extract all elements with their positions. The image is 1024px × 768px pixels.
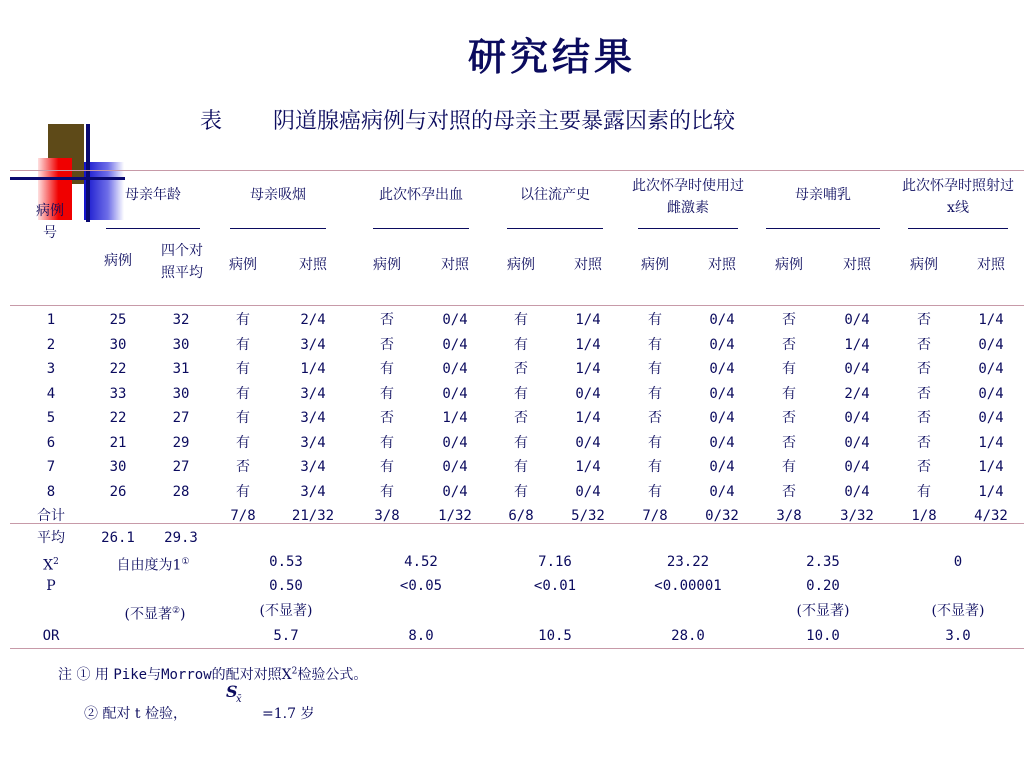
table-cell: 1/4 [978, 459, 1004, 475]
table-cell: 1/8 [911, 508, 937, 524]
table-cell: 有 [236, 410, 250, 426]
table-cell: 5 [46, 410, 56, 426]
table-cell: 1/4 [978, 312, 1004, 328]
table-cell: 3/4 [300, 483, 326, 500]
table-cell: 3/32 [840, 508, 874, 524]
table-cell: 否 [514, 361, 528, 377]
table-cell: 有 [236, 336, 250, 353]
header-sub-case-2: 病例 [229, 257, 257, 273]
table-cell: 0/4 [709, 312, 735, 328]
mean-label: 平均 [37, 530, 65, 546]
table-cell: 1/4 [575, 336, 601, 353]
table-cell: 0/4 [709, 361, 735, 377]
table-cell: 有 [514, 385, 528, 402]
table-cell: 0/4 [442, 312, 468, 328]
table-cell: 1/4 [300, 361, 326, 377]
table-cell: 0/4 [978, 385, 1004, 402]
table-cell: 有 [648, 385, 662, 402]
table-cell: 0/4 [978, 410, 1004, 426]
table-cell: 27 [172, 410, 190, 426]
p-label: P [46, 578, 56, 594]
footnote-2-prefix: ② 配对 t 检验， [84, 706, 187, 722]
table-cell: 否 [782, 312, 796, 328]
table-cell: 7/8 [642, 508, 668, 524]
chi-square-letter: X [43, 557, 54, 574]
table-cell: 1/4 [575, 410, 601, 426]
p-value: <0.00001 [654, 578, 722, 594]
chi-square-value: 4.52 [404, 554, 438, 570]
header-sub-case-7: 病例 [910, 257, 938, 273]
table-cell: 否 [782, 483, 796, 500]
table-cell: 7/8 [230, 508, 256, 524]
sx-symbol: S [226, 682, 238, 701]
table-cell: 否 [514, 410, 528, 426]
table-cell: 合计 [37, 508, 65, 524]
table-cell: 0/4 [709, 434, 735, 451]
header-group-5: 此次怀孕时使用过雌激素 [632, 178, 744, 216]
table-cell: 30 [172, 336, 190, 353]
table-cell: 0/4 [709, 385, 735, 402]
table-cell: 否 [917, 434, 931, 451]
table-cell: 1/4 [575, 459, 601, 475]
table-cell: 2/4 [300, 312, 326, 328]
table-cell: 否 [380, 336, 394, 353]
or-value: 3.0 [945, 628, 971, 644]
table-cell: 0/32 [705, 508, 739, 524]
table-cell: 30 [109, 459, 127, 475]
footnote-1-prefix: 注 ① 用 [58, 667, 109, 683]
table-cell: 25 [109, 312, 127, 328]
table-cell: 3/4 [300, 434, 326, 451]
table-cell: 31 [172, 361, 190, 377]
table-cell: 32 [172, 312, 190, 328]
header-group-underline-2 [230, 228, 326, 229]
table-cell: 0/4 [844, 483, 870, 500]
table-cell: 有 [648, 434, 662, 451]
table-cell: 1/4 [978, 483, 1004, 500]
table-cell: 0/4 [442, 385, 468, 402]
table-header-rule [10, 305, 1024, 306]
footnote-1-morrow: Morrow [161, 667, 212, 683]
table-cell: 有 [380, 459, 394, 475]
table-cell: 22 [109, 410, 127, 426]
table-cell: 1 [46, 312, 56, 328]
table-cell: 0/4 [844, 361, 870, 377]
table-cell: 6 [46, 434, 56, 451]
header-group-underline-7 [908, 228, 1008, 229]
table-cell: 有 [648, 361, 662, 377]
header-group-underline-6 [766, 228, 880, 229]
table-caption-text: 阴道腺癌病例与对照的母亲主要暴露因素的比较 [273, 109, 736, 134]
chi-square-value: 0.53 [269, 554, 303, 570]
table-cell: 0/4 [709, 410, 735, 426]
chi-square-value: 2.35 [806, 554, 840, 570]
footnote-1-and: 与 [147, 667, 162, 683]
table-cell: 29 [172, 434, 190, 451]
table-cell: 有 [917, 483, 931, 500]
table-cell: 0/4 [844, 434, 870, 451]
p-value: 0.50 [269, 578, 303, 594]
or-value: 8.0 [408, 628, 434, 644]
table-cell: 0/4 [442, 361, 468, 377]
table-cell: 0/4 [575, 483, 601, 500]
table-cell: 0/4 [575, 434, 601, 451]
header-group-6: 母亲哺乳 [795, 187, 851, 203]
or-value: 5.7 [273, 628, 299, 644]
header-group-2: 母亲吸烟 [250, 187, 306, 203]
table-cell: 33 [109, 385, 127, 402]
mean-value: 26.1 [101, 530, 135, 546]
footnote-1 [58, 664, 367, 684]
footnote-1-text: 的配对对照X [211, 667, 292, 683]
table-cell: 21/32 [291, 508, 335, 524]
chi-square-value: 7.16 [538, 554, 572, 570]
header-sub-control-6: 对照 [843, 257, 871, 273]
significance-age-sup: ② [171, 606, 181, 616]
table-cell: 有 [236, 385, 250, 402]
table-cell: 有 [648, 336, 662, 353]
significance-value: (不显著) [259, 603, 313, 619]
table-cell: 1/4 [844, 336, 870, 353]
table-cell: 1/4 [575, 361, 601, 377]
significance-value: (不显著) [796, 603, 850, 619]
table-cell: 否 [380, 410, 394, 426]
table-cell: 有 [380, 434, 394, 451]
footnote-2-value: =1.7 岁 [262, 706, 315, 722]
table-bottom-rule [10, 648, 1024, 649]
table-cell: 6/8 [508, 508, 534, 524]
p-value: 0.20 [806, 578, 840, 594]
table-cell: 3/4 [300, 336, 326, 353]
p-value: <0.01 [533, 578, 577, 594]
header-age-case: 病例 [104, 253, 132, 269]
table-cell: 0/4 [709, 336, 735, 353]
or-label: OR [42, 628, 60, 644]
table-cell: 27 [172, 459, 190, 475]
table-cell: 有 [782, 385, 796, 402]
table-cell: 0/4 [442, 336, 468, 353]
header-sub-control-2: 对照 [299, 257, 327, 273]
table-cell: 3/8 [374, 508, 400, 524]
table-cell: 4 [46, 385, 56, 402]
footnote-1-end: 检验公式。 [297, 667, 368, 683]
or-value: 10.5 [538, 628, 572, 644]
or-value: 10.0 [806, 628, 840, 644]
table-cell: 0/4 [442, 434, 468, 451]
significance-age-end: ) [180, 606, 186, 623]
table-cell: 4/32 [974, 508, 1008, 524]
page-title: 研究结果 [467, 34, 636, 79]
table-cell: 2 [46, 336, 56, 353]
table-cell: 有 [648, 459, 662, 475]
table-cell: 28 [172, 483, 190, 500]
mean-value: 29.3 [164, 530, 198, 546]
table-cell: 否 [917, 410, 931, 426]
table-cell: 否 [648, 410, 662, 426]
header-sub-control-4: 对照 [574, 257, 602, 273]
footnote-1-sup: 2 [291, 666, 298, 677]
table-cell: 0/4 [442, 483, 468, 500]
table-cell: 3/4 [300, 385, 326, 402]
table-cell: 0/4 [709, 459, 735, 475]
header-group-3: 此次怀孕出血 [379, 187, 463, 203]
header-sub-case-5: 病例 [641, 257, 669, 273]
table-cell: 有 [514, 483, 528, 500]
header-sub-control-7: 对照 [977, 257, 1005, 273]
chi-square-value: 23.22 [666, 554, 710, 570]
table-cell: 30 [109, 336, 127, 353]
sx-subscript: x̄ [236, 694, 242, 705]
header-sub-case-4: 病例 [507, 257, 535, 273]
table-cell: 0/4 [844, 459, 870, 475]
table-cell: 有 [648, 483, 662, 500]
table-cell: 有 [236, 312, 250, 328]
header-sub-case-3: 病例 [373, 257, 401, 273]
table-cell: 有 [236, 483, 250, 500]
table-cell: 0/4 [442, 459, 468, 475]
header-group-1: 母亲年龄 [125, 187, 181, 203]
table-cell: 否 [236, 459, 250, 475]
table-cell: 有 [380, 385, 394, 402]
table-cell: 有 [782, 459, 796, 475]
table-cell: 30 [172, 385, 190, 402]
header-sub-control-3: 对照 [441, 257, 469, 273]
table-cell: 7 [46, 459, 56, 475]
header-row-id: 病例号 [36, 203, 64, 241]
table-cell: 21 [109, 434, 127, 451]
table-cell: 5/32 [571, 508, 605, 524]
footnote-2 [84, 703, 187, 723]
table-cell: 否 [782, 336, 796, 353]
table-cell: 否 [782, 410, 796, 426]
footnote-1-pike: Pike [113, 667, 148, 683]
table-cell: 有 [514, 459, 528, 475]
header-sub-case-6: 病例 [775, 257, 803, 273]
table-cell: 否 [917, 385, 931, 402]
table-cell: 0/4 [709, 483, 735, 500]
deco-vertical-line [86, 124, 90, 222]
header-group-underline-5 [638, 228, 738, 229]
table-cell: 3/8 [776, 508, 802, 524]
table-cell: 22 [109, 361, 127, 377]
significance-age [100, 602, 210, 624]
table-cell: 否 [917, 336, 931, 353]
significance-age-text: (不显著 [124, 606, 172, 623]
table-cell: 1/32 [438, 508, 472, 524]
header-group-underline-1 [106, 228, 200, 229]
table-cell: 3 [46, 361, 56, 377]
table-cell: 1/4 [575, 312, 601, 328]
significance-value: (不显著) [931, 603, 985, 619]
table-cell: 有 [514, 434, 528, 451]
p-value: <0.05 [399, 578, 443, 594]
table-cell: 2/4 [844, 385, 870, 402]
chi-square-sup: 2 [53, 557, 59, 567]
table-cell: 3/4 [300, 459, 326, 475]
header-group-underline-4 [507, 228, 603, 229]
table-cell: 0/4 [575, 385, 601, 402]
table-cell: 有 [648, 312, 662, 328]
table-cell: 0/4 [844, 410, 870, 426]
table-cell: 有 [380, 483, 394, 500]
header-age-control-mean: 四个对照平均 [161, 243, 203, 281]
table-cell: 有 [514, 312, 528, 328]
table-cell: 否 [782, 434, 796, 451]
degrees-of-freedom [98, 553, 208, 575]
degrees-of-freedom-sup: ① [181, 557, 190, 567]
chi-square-label [26, 553, 76, 575]
table-cell: 有 [236, 434, 250, 451]
degrees-of-freedom-text: 自由度为1 [116, 557, 182, 574]
chi-square-value: 0 [953, 554, 963, 570]
table-cell: 0/4 [978, 336, 1004, 353]
header-sub-control-5: 对照 [708, 257, 736, 273]
table-cell: 1/4 [978, 434, 1004, 451]
table-cell: 1/4 [442, 410, 468, 426]
table-cell: 有 [236, 361, 250, 377]
header-group-4: 以往流产史 [520, 187, 590, 203]
table-cell: 否 [917, 459, 931, 475]
table-cell: 0/4 [978, 361, 1004, 377]
table-cell: 0/4 [844, 312, 870, 328]
table-cell: 有 [782, 361, 796, 377]
table-cell: 否 [380, 312, 394, 328]
table-cell: 否 [917, 361, 931, 377]
table-cell: 有 [514, 336, 528, 353]
table-caption-label: 表 [200, 109, 223, 134]
table-cell: 26 [109, 483, 127, 500]
header-group-7: 此次怀孕时照射过x线 [902, 178, 1014, 216]
header-group-underline-3 [373, 228, 469, 229]
table-caption [200, 104, 735, 135]
table-cell: 有 [380, 361, 394, 377]
deco-horizontal-line [10, 177, 125, 180]
table-cell: 3/4 [300, 410, 326, 426]
table-top-rule [10, 170, 1024, 171]
or-value: 28.0 [671, 628, 705, 644]
table-cell: 8 [46, 483, 56, 500]
table-cell: 否 [917, 312, 931, 328]
